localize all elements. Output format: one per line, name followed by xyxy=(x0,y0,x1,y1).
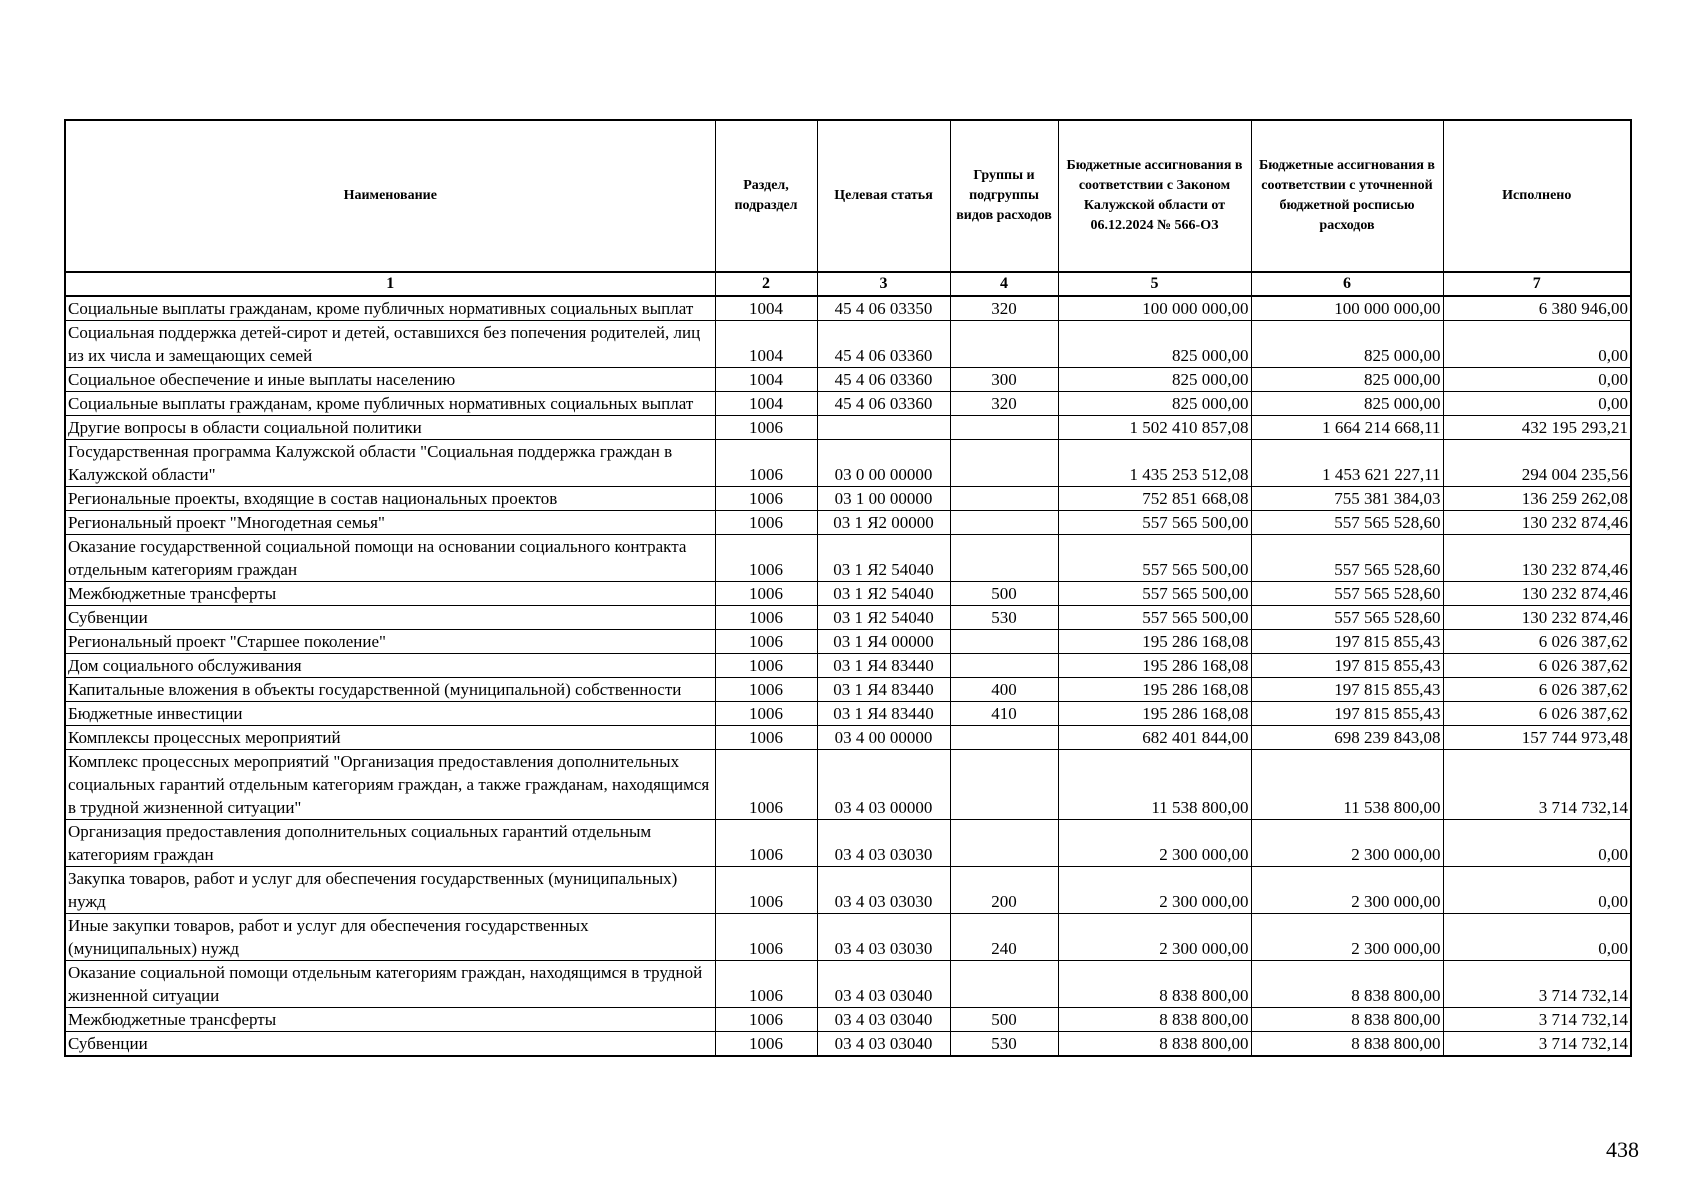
row-target: 03 0 00 00000 xyxy=(817,440,950,487)
table-row xyxy=(65,961,1631,1008)
table-row xyxy=(65,440,1631,487)
header-target: Целевая статья xyxy=(817,120,950,272)
row-refined-amount: 2 300 000,00 xyxy=(1251,820,1443,867)
row-executed-amount: 3 714 732,14 xyxy=(1443,961,1631,1008)
row-refined-amount: 1 453 621 227,11 xyxy=(1251,440,1443,487)
row-section: 1004 xyxy=(715,296,817,321)
row-group: 300 xyxy=(950,368,1058,392)
row-target: 03 4 03 03030 xyxy=(817,914,950,961)
row-law-amount: 825 000,00 xyxy=(1058,368,1251,392)
row-target: 03 1 Я2 54040 xyxy=(817,606,950,630)
column-number: 1 xyxy=(65,272,715,296)
row-name: Субвенции xyxy=(65,1032,715,1057)
row-refined-amount: 557 565 528,60 xyxy=(1251,582,1443,606)
row-section: 1006 xyxy=(715,914,817,961)
row-executed-amount: 294 004 235,56 xyxy=(1443,440,1631,487)
column-number: 2 xyxy=(715,272,817,296)
row-target: 03 4 00 00000 xyxy=(817,726,950,750)
row-executed-amount: 6 380 946,00 xyxy=(1443,296,1631,321)
column-number-row xyxy=(65,272,1631,296)
row-law-amount: 557 565 500,00 xyxy=(1058,511,1251,535)
table-row xyxy=(65,630,1631,654)
table-row xyxy=(65,867,1631,914)
row-refined-amount: 755 381 384,03 xyxy=(1251,487,1443,511)
table-row xyxy=(65,535,1631,582)
row-law-amount: 11 538 800,00 xyxy=(1058,750,1251,820)
row-name: Оказание государственной социальной помощи на основании социального контракта отдельным категориям граждан xyxy=(65,535,715,582)
row-executed-amount: 0,00 xyxy=(1443,368,1631,392)
row-name: Социальные выплаты гражданам, кроме публичных нормативных социальных выплат xyxy=(65,296,715,321)
column-number: 3 xyxy=(817,272,950,296)
row-name: Оказание социальной помощи отдельным категориям граждан, находящимся в трудной жизненной ситуации xyxy=(65,961,715,1008)
row-executed-amount: 130 232 874,46 xyxy=(1443,511,1631,535)
row-section: 1006 xyxy=(715,535,817,582)
row-law-amount: 100 000 000,00 xyxy=(1058,296,1251,321)
table-row xyxy=(65,1008,1631,1032)
row-executed-amount: 157 744 973,48 xyxy=(1443,726,1631,750)
column-number: 5 xyxy=(1058,272,1251,296)
row-target: 03 1 Я2 54040 xyxy=(817,582,950,606)
row-law-amount: 8 838 800,00 xyxy=(1058,1008,1251,1032)
table-row xyxy=(65,654,1631,678)
row-section: 1004 xyxy=(715,392,817,416)
row-target: 03 4 03 03040 xyxy=(817,1032,950,1057)
row-law-amount: 8 838 800,00 xyxy=(1058,961,1251,1008)
row-group: 400 xyxy=(950,678,1058,702)
row-target: 03 4 03 03040 xyxy=(817,1008,950,1032)
row-group xyxy=(950,535,1058,582)
row-executed-amount: 432 195 293,21 xyxy=(1443,416,1631,440)
row-executed-amount: 0,00 xyxy=(1443,820,1631,867)
row-target: 45 4 06 03350 xyxy=(817,296,950,321)
row-law-amount: 825 000,00 xyxy=(1058,321,1251,368)
row-refined-amount: 197 815 855,43 xyxy=(1251,678,1443,702)
row-group: 530 xyxy=(950,606,1058,630)
row-law-amount: 195 286 168,08 xyxy=(1058,702,1251,726)
budget-table xyxy=(64,119,1632,1057)
header-refined: Бюджетные ассигнования в соответствии с уточненной бюджетной росписью расходов xyxy=(1251,120,1443,272)
row-group xyxy=(950,511,1058,535)
row-refined-amount: 825 000,00 xyxy=(1251,368,1443,392)
row-section: 1006 xyxy=(715,487,817,511)
row-refined-amount: 825 000,00 xyxy=(1251,392,1443,416)
row-target: 03 1 Я4 83440 xyxy=(817,678,950,702)
row-law-amount: 1 435 253 512,08 xyxy=(1058,440,1251,487)
row-target: 03 1 Я4 83440 xyxy=(817,702,950,726)
table-row xyxy=(65,416,1631,440)
row-target: 45 4 06 03360 xyxy=(817,321,950,368)
row-executed-amount: 130 232 874,46 xyxy=(1443,582,1631,606)
row-executed-amount: 6 026 387,62 xyxy=(1443,678,1631,702)
header-section: Раздел, подраздел xyxy=(715,120,817,272)
row-law-amount: 1 502 410 857,08 xyxy=(1058,416,1251,440)
row-name: Социальное обеспечение и иные выплаты населению xyxy=(65,368,715,392)
row-refined-amount: 197 815 855,43 xyxy=(1251,702,1443,726)
row-group: 320 xyxy=(950,392,1058,416)
row-target: 03 4 03 03040 xyxy=(817,961,950,1008)
row-law-amount: 2 300 000,00 xyxy=(1058,820,1251,867)
row-section: 1006 xyxy=(715,678,817,702)
row-law-amount: 8 838 800,00 xyxy=(1058,1032,1251,1057)
table-row xyxy=(65,606,1631,630)
row-refined-amount: 557 565 528,60 xyxy=(1251,511,1443,535)
row-name: Бюджетные инвестиции xyxy=(65,702,715,726)
row-section: 1006 xyxy=(715,630,817,654)
row-law-amount: 195 286 168,08 xyxy=(1058,630,1251,654)
row-section: 1006 xyxy=(715,726,817,750)
row-target: 03 1 Я2 00000 xyxy=(817,511,950,535)
row-executed-amount: 3 714 732,14 xyxy=(1443,750,1631,820)
row-name: Комплекс процессных мероприятий "Организация предоставления дополнительных социальных гарантий отдельным категориям граждан, а также гражданам, находящимся в трудной жизненной ситуации" xyxy=(65,750,715,820)
table-row xyxy=(65,368,1631,392)
table-row xyxy=(65,511,1631,535)
table-row xyxy=(65,726,1631,750)
row-executed-amount: 130 232 874,46 xyxy=(1443,606,1631,630)
row-target: 03 1 Я2 54040 xyxy=(817,535,950,582)
row-section: 1006 xyxy=(715,440,817,487)
column-number: 7 xyxy=(1443,272,1631,296)
table-row xyxy=(65,487,1631,511)
row-name: Социальные выплаты гражданам, кроме публичных нормативных социальных выплат xyxy=(65,392,715,416)
row-section: 1006 xyxy=(715,654,817,678)
table-row xyxy=(65,582,1631,606)
row-executed-amount: 3 714 732,14 xyxy=(1443,1032,1631,1057)
row-group: 500 xyxy=(950,1008,1058,1032)
row-section: 1006 xyxy=(715,702,817,726)
table-row xyxy=(65,820,1631,867)
row-name: Дом социального обслуживания xyxy=(65,654,715,678)
row-group xyxy=(950,321,1058,368)
row-group xyxy=(950,654,1058,678)
row-section: 1006 xyxy=(715,1032,817,1057)
table-row xyxy=(65,678,1631,702)
column-number: 4 xyxy=(950,272,1058,296)
row-group xyxy=(950,750,1058,820)
row-name: Межбюджетные трансферты xyxy=(65,582,715,606)
row-refined-amount: 197 815 855,43 xyxy=(1251,630,1443,654)
row-law-amount: 557 565 500,00 xyxy=(1058,535,1251,582)
header-executed: Исполнено xyxy=(1443,120,1631,272)
row-executed-amount: 136 259 262,08 xyxy=(1443,487,1631,511)
row-refined-amount: 825 000,00 xyxy=(1251,321,1443,368)
row-name: Организация предоставления дополнительных социальных гарантий отдельным категориям граждан xyxy=(65,820,715,867)
row-executed-amount: 130 232 874,46 xyxy=(1443,535,1631,582)
row-refined-amount: 100 000 000,00 xyxy=(1251,296,1443,321)
row-section: 1006 xyxy=(715,1008,817,1032)
row-executed-amount: 3 714 732,14 xyxy=(1443,1008,1631,1032)
row-name: Другие вопросы в области социальной политики xyxy=(65,416,715,440)
row-section: 1006 xyxy=(715,511,817,535)
row-section: 1006 xyxy=(715,606,817,630)
row-law-amount: 557 565 500,00 xyxy=(1058,582,1251,606)
row-group: 410 xyxy=(950,702,1058,726)
row-name: Иные закупки товаров, работ и услуг для обеспечения государственных (муниципальных) нужд xyxy=(65,914,715,961)
row-law-amount: 752 851 668,08 xyxy=(1058,487,1251,511)
row-group xyxy=(950,726,1058,750)
row-refined-amount: 11 538 800,00 xyxy=(1251,750,1443,820)
row-executed-amount: 6 026 387,62 xyxy=(1443,702,1631,726)
row-law-amount: 682 401 844,00 xyxy=(1058,726,1251,750)
row-refined-amount: 1 664 214 668,11 xyxy=(1251,416,1443,440)
row-target: 03 4 03 03030 xyxy=(817,867,950,914)
row-target: 45 4 06 03360 xyxy=(817,368,950,392)
row-executed-amount: 0,00 xyxy=(1443,321,1631,368)
table-row xyxy=(65,914,1631,961)
page-number: 438 xyxy=(1606,1137,1639,1162)
row-law-amount: 825 000,00 xyxy=(1058,392,1251,416)
header-name: Наименование xyxy=(65,120,715,272)
row-law-amount: 2 300 000,00 xyxy=(1058,914,1251,961)
row-group xyxy=(950,487,1058,511)
row-name: Региональный проект "Старшее поколение" xyxy=(65,630,715,654)
row-refined-amount: 2 300 000,00 xyxy=(1251,914,1443,961)
row-group: 530 xyxy=(950,1032,1058,1057)
row-law-amount: 2 300 000,00 xyxy=(1058,867,1251,914)
table-row xyxy=(65,392,1631,416)
row-group: 500 xyxy=(950,582,1058,606)
row-name: Капитальные вложения в объекты государственной (муниципальной) собственности xyxy=(65,678,715,702)
row-name: Региональные проекты, входящие в состав национальных проектов xyxy=(65,487,715,511)
row-section: 1004 xyxy=(715,368,817,392)
row-group xyxy=(950,961,1058,1008)
row-name: Государственная программа Калужской области "Социальная поддержка граждан в Калужской области" xyxy=(65,440,715,487)
row-target: 03 4 03 03030 xyxy=(817,820,950,867)
row-group xyxy=(950,630,1058,654)
table-row xyxy=(65,1032,1631,1057)
row-target: 03 1 00 00000 xyxy=(817,487,950,511)
row-section: 1006 xyxy=(715,961,817,1008)
row-group xyxy=(950,820,1058,867)
header-groups: Группы и подгруппы видов расходов xyxy=(950,120,1058,272)
row-law-amount: 195 286 168,08 xyxy=(1058,654,1251,678)
row-name: Закупка товаров, работ и услуг для обеспечения государственных (муниципальных) нужд xyxy=(65,867,715,914)
row-section: 1006 xyxy=(715,750,817,820)
row-law-amount: 195 286 168,08 xyxy=(1058,678,1251,702)
row-name: Региональный проект "Многодетная семья" xyxy=(65,511,715,535)
row-target: 03 4 03 00000 xyxy=(817,750,950,820)
row-executed-amount: 0,00 xyxy=(1443,867,1631,914)
row-executed-amount: 0,00 xyxy=(1443,392,1631,416)
header-row xyxy=(65,120,1631,272)
row-executed-amount: 6 026 387,62 xyxy=(1443,630,1631,654)
row-refined-amount: 8 838 800,00 xyxy=(1251,1032,1443,1057)
row-target: 45 4 06 03360 xyxy=(817,392,950,416)
row-group xyxy=(950,440,1058,487)
row-name: Субвенции xyxy=(65,606,715,630)
table-row xyxy=(65,702,1631,726)
row-group: 200 xyxy=(950,867,1058,914)
row-executed-amount: 6 026 387,62 xyxy=(1443,654,1631,678)
table-row xyxy=(65,321,1631,368)
row-refined-amount: 197 815 855,43 xyxy=(1251,654,1443,678)
row-refined-amount: 8 838 800,00 xyxy=(1251,1008,1443,1032)
row-group: 320 xyxy=(950,296,1058,321)
row-section: 1004 xyxy=(715,321,817,368)
row-section: 1006 xyxy=(715,582,817,606)
table-body xyxy=(65,296,1631,1056)
row-name: Социальная поддержка детей-сирот и детей, оставшихся без попечения родителей, лиц из их числа и замещающих семей xyxy=(65,321,715,368)
row-refined-amount: 557 565 528,60 xyxy=(1251,606,1443,630)
row-refined-amount: 2 300 000,00 xyxy=(1251,867,1443,914)
column-number: 6 xyxy=(1251,272,1443,296)
row-refined-amount: 698 239 843,08 xyxy=(1251,726,1443,750)
table-row xyxy=(65,296,1631,321)
row-section: 1006 xyxy=(715,867,817,914)
row-section: 1006 xyxy=(715,820,817,867)
row-group: 240 xyxy=(950,914,1058,961)
row-law-amount: 557 565 500,00 xyxy=(1058,606,1251,630)
row-executed-amount: 0,00 xyxy=(1443,914,1631,961)
row-target xyxy=(817,416,950,440)
table-row xyxy=(65,750,1631,820)
row-name: Комплексы процессных мероприятий xyxy=(65,726,715,750)
row-target: 03 1 Я4 00000 xyxy=(817,630,950,654)
row-refined-amount: 557 565 528,60 xyxy=(1251,535,1443,582)
row-target: 03 1 Я4 83440 xyxy=(817,654,950,678)
row-refined-amount: 8 838 800,00 xyxy=(1251,961,1443,1008)
header-law: Бюджетные ассигнования в соответствии с Законом Калужской области от 06.12.2024 № 566-ОЗ xyxy=(1058,120,1251,272)
row-section: 1006 xyxy=(715,416,817,440)
row-name: Межбюджетные трансферты xyxy=(65,1008,715,1032)
row-group xyxy=(950,416,1058,440)
